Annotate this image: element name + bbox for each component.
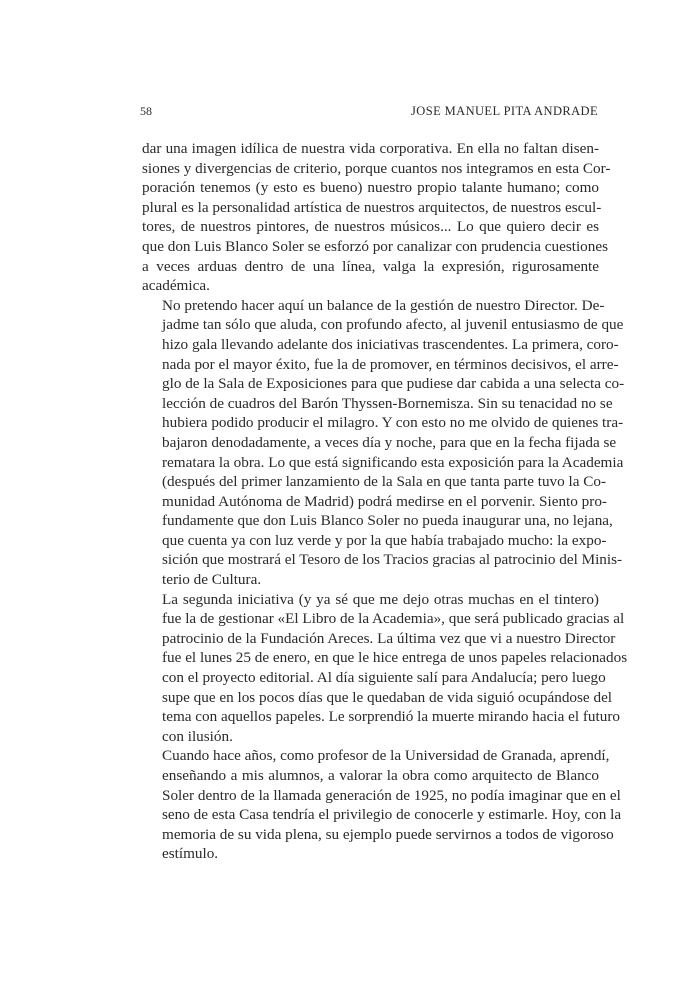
text-line: lección de cuadros del Barón Thyssen-Bornemisza. Sin su tenacidad no se (162, 394, 613, 412)
text-line: terio de Cultura. (162, 571, 262, 589)
paragraph (142, 139, 611, 296)
text-line: a veces arduas dentro de una línea, valga la expresión, rigurosamente (142, 257, 599, 275)
text-line: tores, de nuestros pintores, de nuestros músicos... Lo que quiero decir es (142, 218, 599, 236)
text-line: fundamente que don Luis Blanco Soler no pueda inaugurar una, no lejana, (162, 512, 613, 530)
paragraph (142, 590, 628, 747)
text-line: munidad Autónoma de Madrid) podrá medirse en el porvenir. Siento pro- (162, 492, 607, 510)
text-line: memoria de su vida plena, su ejemplo puede servirnos a todos de vigoroso (162, 825, 614, 843)
text-line: que don Luis Blanco Soler se esforzó por canalizar con prudencia cuestiones (142, 237, 609, 255)
text-line: Cuando hace años, como profesor de la Universidad de Granada, aprendí, (162, 747, 610, 765)
text-line: patrocinio de la Fundación Areces. La última vez que vi a nuestro Director (162, 629, 616, 647)
text-line: tema con aquellos papeles. Le sorprendió la muerte mirando hacia el futuro (162, 708, 620, 726)
text-line: nada por el mayor éxito, fue la de promover, en términos decisivos, el arre- (162, 355, 619, 373)
text-line: poración tenemos (y esto es bueno) nuestro propio talante humano; como (142, 179, 599, 197)
text-line: fue la de gestionar «El Libro de la Academia», que será publicado gracias al (162, 610, 625, 628)
text-line: seno de esta Casa tendría el privilegio de conocerle y estimarle. Hoy, con la (162, 806, 622, 824)
text-line: supe que en los pocos días que le quedaban de vida siguió ocupándose del (162, 688, 613, 706)
paragraph (142, 296, 625, 590)
text-line: que cuenta ya con luz verde y por la que había trabajado mucho: la expo- (162, 531, 607, 549)
text-line: con ilusión. (162, 727, 233, 745)
text-line: bajaron denodadamente, a veces día y noche, para que en la fecha fijada se (162, 433, 617, 451)
text-line: jadme tan sólo que aluda, con profundo afecto, al juvenil entusiasmo de que (162, 316, 624, 334)
text-line: No pretendo hacer aquí un balance de la gestión de nuestro Director. De- (162, 296, 605, 314)
text-line: académica. (142, 277, 210, 295)
paragraph (142, 746, 622, 864)
text-line: hubiera podido producir el milagro. Y con esto no me olvido de quienes tra- (162, 414, 624, 432)
page-number: 58 (140, 104, 152, 118)
running-head: JOSE MANUEL PITA ANDRADE (411, 104, 598, 118)
text-line: enseñando a mis alumnos, a valorar la obra como arquitecto de Blanco (162, 767, 599, 784)
text-line: siones y divergencias de criterio, porque cuantos nos integramos en esta Cor- (142, 159, 611, 177)
text-line: estímulo. (162, 845, 219, 863)
text-line: (después del primer lanzamiento de la Sala en que tanta parte tuvo la Co- (162, 473, 607, 491)
text-line: fue el lunes 25 de enero, en que le hice entrega de unos papeles relacionados (162, 649, 628, 667)
text-line: hizo gala llevando adelante dos iniciativas trascendentes. La primera, coro- (162, 335, 619, 353)
text-line: Soler dentro de la llamada generación de 1925, no podía imaginar que en el (162, 786, 621, 804)
body-text (142, 139, 628, 864)
text-line: dar una imagen idílica de nuestra vida corporativa. En ella no faltan disen- (142, 140, 599, 157)
text-line: glo de la Sala de Exposiciones para que pudiese dar cabida a una selecta co- (162, 375, 625, 393)
text-line: plural es la personalidad artística de nuestros arquitectos, de nuestros escul- (142, 198, 602, 216)
text-line: sición que mostrará el Tesoro de los Tracios gracias al patrocinio del Minis- (162, 551, 623, 569)
text-line: rematara la obra. Lo que está significando esta exposición para la Academia (162, 453, 624, 471)
text-line: con el proyecto editorial. Al día siguiente salí para Andalucía; pero luego (162, 669, 606, 687)
text-line: La segunda iniciativa (y ya sé que me dejo otras muchas en el tintero) (162, 590, 599, 608)
